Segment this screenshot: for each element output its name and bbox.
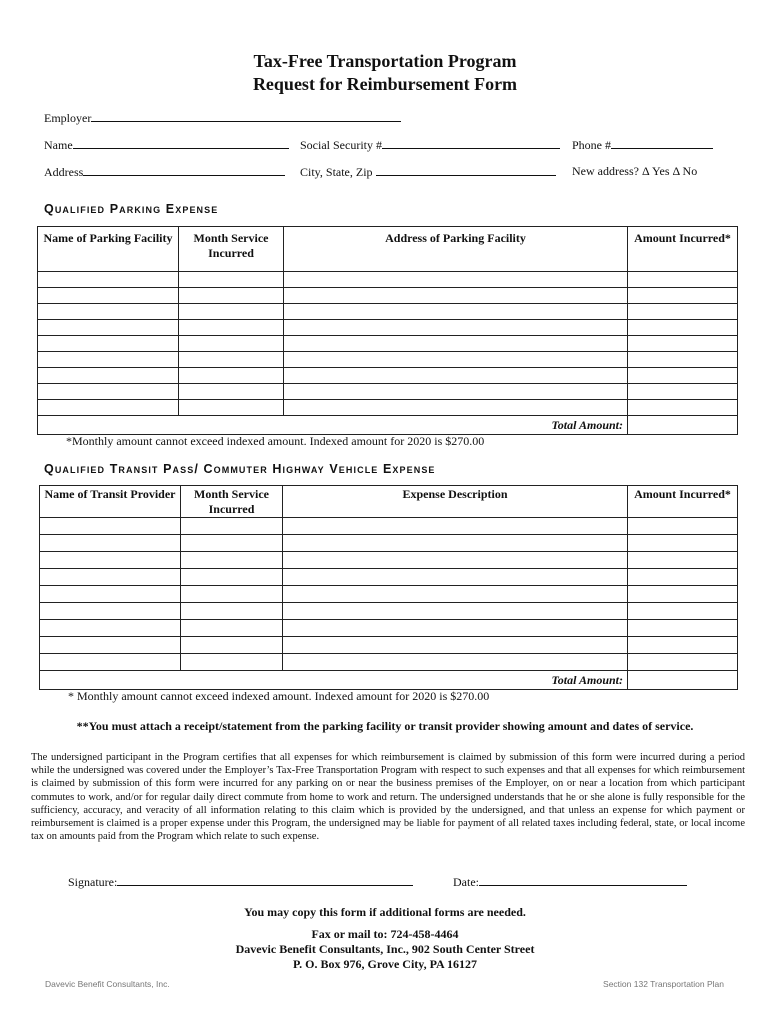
table-cell[interactable] <box>179 352 284 368</box>
table-row[interactable] <box>40 637 738 654</box>
address-label: Address <box>44 165 84 179</box>
table-cell[interactable] <box>179 272 284 288</box>
ssn-field <box>300 137 560 152</box>
transit-col-description: Expense Description <box>283 486 628 518</box>
table-cell[interactable] <box>181 569 283 586</box>
table-cell[interactable] <box>38 400 179 416</box>
parking-col-month: Month Service Incurred <box>179 227 284 272</box>
new-address-field <box>572 164 697 178</box>
table-cell[interactable] <box>179 304 284 320</box>
table-cell[interactable] <box>284 272 628 288</box>
date-label: Date: <box>453 875 479 889</box>
table-row[interactable] <box>38 384 738 400</box>
signature-field <box>68 874 413 889</box>
employer-input-line[interactable] <box>91 110 401 122</box>
parking-col-facility-name: Name of Parking Facility <box>38 227 179 272</box>
phone-label: Phone # <box>572 138 611 152</box>
table-cell[interactable] <box>283 654 628 671</box>
table-cell[interactable] <box>179 320 284 336</box>
table-cell[interactable] <box>284 320 628 336</box>
new-address-yes-option[interactable]: Δ Yes <box>641 164 670 178</box>
table-cell[interactable] <box>284 304 628 320</box>
table-cell[interactable] <box>40 620 181 637</box>
table-cell[interactable] <box>284 400 628 416</box>
table-cell[interactable] <box>628 272 738 288</box>
transit-col-provider: Name of Transit Provider <box>40 486 181 518</box>
table-cell[interactable] <box>181 586 283 603</box>
employer-field <box>44 110 401 125</box>
table-row[interactable] <box>40 654 738 671</box>
table-cell[interactable] <box>40 518 181 535</box>
table-row[interactable] <box>40 552 738 569</box>
table-row[interactable] <box>38 400 738 416</box>
table-cell[interactable] <box>181 620 283 637</box>
transit-section-heading: Qualified Transit Pass/ Commuter Highway Vehicle Expense <box>44 462 436 476</box>
table-cell[interactable] <box>181 518 283 535</box>
company-address-line: Davevic Benefit Consultants, Inc., 902 South Center Street <box>235 942 535 956</box>
transit-expense-table <box>39 485 738 690</box>
transit-total-label: Total Amount: <box>40 671 628 690</box>
table-cell[interactable] <box>284 336 628 352</box>
date-input-line[interactable] <box>479 874 687 886</box>
table-row[interactable] <box>38 288 738 304</box>
table-cell[interactable] <box>628 535 738 552</box>
phone-input-line[interactable] <box>611 137 713 149</box>
table-cell[interactable] <box>628 336 738 352</box>
table-cell[interactable] <box>628 586 738 603</box>
table-cell[interactable] <box>628 552 738 569</box>
table-cell[interactable] <box>40 654 181 671</box>
city-state-zip-input-line[interactable] <box>376 164 556 176</box>
parking-total-label: Total Amount: <box>38 416 628 435</box>
table-cell[interactable] <box>38 304 179 320</box>
table-cell[interactable] <box>628 620 738 637</box>
table-row[interactable] <box>38 272 738 288</box>
name-input-line[interactable] <box>73 137 289 149</box>
transit-total-amount-cell[interactable] <box>628 671 738 690</box>
table-cell[interactable] <box>181 535 283 552</box>
table-cell[interactable] <box>40 603 181 620</box>
transit-col-month: Month Service Incurred <box>181 486 283 518</box>
footer-section: Section 132 Transportation Plan <box>603 979 724 989</box>
receipt-attach-notice: **You must attach a receipt/statement from the parking facility or transit provider showing amount and dates of service. <box>76 719 694 733</box>
table-row[interactable] <box>40 569 738 586</box>
new-address-no-option[interactable]: Δ No <box>672 164 698 178</box>
table-cell[interactable] <box>179 400 284 416</box>
table-row[interactable] <box>38 368 738 384</box>
address-input-line[interactable] <box>83 164 285 176</box>
table-row[interactable] <box>40 620 738 637</box>
fax-line: Fax or mail to: 724-458-4464 <box>311 927 459 941</box>
table-cell[interactable] <box>38 336 179 352</box>
table-cell[interactable] <box>179 288 284 304</box>
table-cell[interactable] <box>628 637 738 654</box>
table-cell[interactable] <box>40 535 181 552</box>
table-cell[interactable] <box>283 637 628 654</box>
parking-col-address: Address of Parking Facility <box>284 227 628 272</box>
table-cell[interactable] <box>179 384 284 400</box>
table-cell[interactable] <box>38 320 179 336</box>
table-cell[interactable] <box>40 586 181 603</box>
table-row[interactable] <box>38 304 738 320</box>
table-row[interactable] <box>40 586 738 603</box>
table-cell[interactable] <box>628 654 738 671</box>
table-cell[interactable] <box>283 552 628 569</box>
table-cell[interactable] <box>628 304 738 320</box>
table-cell[interactable] <box>181 552 283 569</box>
certification-paragraph: The undersigned participant in the Program certifies that all expenses for which reimbursement is claimed by submission of this form were incurred during a period while the undersigned was covered under the Employer’s Tax-Free Transportation Program with respect to such expenses and that all expenses for which reimbursement is claimed by submission of this form were incurred for any parking on or near the business premises of the Employer, on or near a location from which participant commutes to work, and/or for regular daily direct commute from home to work and return. The undersigned understands that he or she alone is fully responsible for the sufficiency, accuracy, and veracity of all information relating to this claim which is provided by the undersigned, and that unless an expense for which payment or reimbursement is claimed is a proper expense under this Program, the undersigned may be liable for payment of all related taxes including federal, state, or local income tax on amounts paid from the Program which relate to such expense. <box>31 752 745 843</box>
employer-label: Employer <box>44 111 92 125</box>
address-field <box>44 164 285 179</box>
po-box-line: P. O. Box 976, Grove City, PA 16127 <box>292 957 478 971</box>
signature-input-line[interactable] <box>117 874 413 886</box>
table-row[interactable] <box>38 352 738 368</box>
form-title-line1: Tax-Free Transportation Program <box>253 51 517 71</box>
parking-table-header-row <box>38 227 738 272</box>
ssn-label: Social Security # <box>300 138 382 152</box>
table-cell[interactable] <box>628 400 738 416</box>
transit-col-amount: Amount Incurred* <box>628 486 738 518</box>
table-cell[interactable] <box>179 336 284 352</box>
table-cell[interactable] <box>628 384 738 400</box>
form-title-line2: Request for Reimbursement Form <box>252 74 518 94</box>
table-cell[interactable] <box>38 384 179 400</box>
transit-limit-note: * Monthly amount cannot exceed indexed amount. Indexed amount for 2020 is $270.00 <box>68 689 490 703</box>
table-cell[interactable] <box>38 288 179 304</box>
table-cell[interactable] <box>283 586 628 603</box>
table-cell[interactable] <box>40 569 181 586</box>
table-cell[interactable] <box>283 603 628 620</box>
table-cell[interactable] <box>284 288 628 304</box>
table-cell[interactable] <box>628 288 738 304</box>
table-cell[interactable] <box>283 535 628 552</box>
parking-expense-table <box>37 226 738 435</box>
table-row[interactable] <box>40 518 738 535</box>
parking-limit-note: *Monthly amount cannot exceed indexed amount. Indexed amount for 2020 is $270.00 <box>66 434 485 448</box>
name-label: Name <box>44 138 73 152</box>
table-row[interactable] <box>40 603 738 620</box>
name-field <box>44 137 289 152</box>
parking-section-heading: Qualified Parking Expense <box>44 202 219 216</box>
table-cell[interactable] <box>628 368 738 384</box>
table-cell[interactable] <box>181 603 283 620</box>
transit-total-row <box>40 671 738 690</box>
table-row[interactable] <box>38 320 738 336</box>
table-cell[interactable] <box>283 569 628 586</box>
table-cell[interactable] <box>38 352 179 368</box>
table-cell[interactable] <box>38 368 179 384</box>
footer-company: Davevic Benefit Consultants, Inc. <box>45 979 170 989</box>
parking-col-amount: Amount Incurred* <box>628 227 738 272</box>
signature-label: Signature: <box>68 875 118 889</box>
table-row[interactable] <box>40 535 738 552</box>
transit-table-header-row <box>40 486 738 518</box>
table-cell[interactable] <box>283 620 628 637</box>
table-cell[interactable] <box>283 518 628 535</box>
table-cell[interactable] <box>628 352 738 368</box>
city-state-zip-label: City, State, Zip <box>300 165 373 179</box>
parking-total-amount-cell[interactable] <box>628 416 738 435</box>
date-field <box>453 874 687 889</box>
table-cell[interactable] <box>284 384 628 400</box>
table-cell[interactable] <box>40 552 181 569</box>
copy-notice: You may copy this form if additional forms are needed. <box>244 905 526 919</box>
table-cell[interactable] <box>628 603 738 620</box>
table-cell[interactable] <box>179 368 284 384</box>
city-state-zip-field <box>300 164 556 179</box>
ssn-input-line[interactable] <box>382 137 560 149</box>
phone-field <box>572 137 713 152</box>
table-cell[interactable] <box>284 368 628 384</box>
table-cell[interactable] <box>40 637 181 654</box>
table-cell[interactable] <box>628 518 738 535</box>
table-cell[interactable] <box>38 272 179 288</box>
parking-total-row <box>38 416 738 435</box>
table-cell[interactable] <box>628 569 738 586</box>
table-row[interactable] <box>38 336 738 352</box>
table-cell[interactable] <box>181 654 283 671</box>
table-cell[interactable] <box>628 320 738 336</box>
table-cell[interactable] <box>284 352 628 368</box>
table-cell[interactable] <box>181 637 283 654</box>
new-address-label: New address? <box>572 164 639 178</box>
